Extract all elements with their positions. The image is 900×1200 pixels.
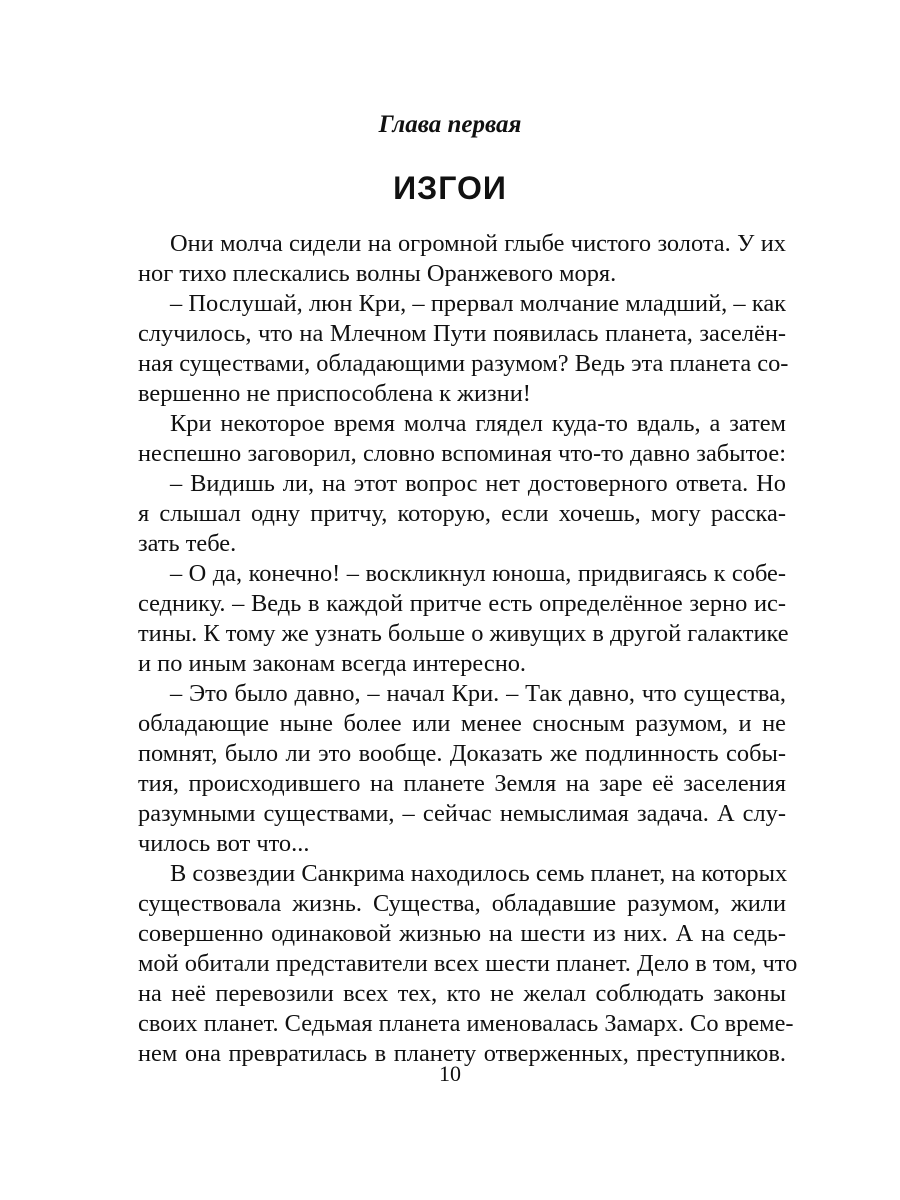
text-line: нем она превратилась в планету отверженных, преступников. [138, 1040, 786, 1067]
text-line: я слышал одну притчу, которую, если хочешь, могу расска- [138, 500, 786, 527]
chapter-label: Глава первая [378, 111, 522, 138]
text-line: неспешно заговорил, словно вспоминая что-то давно забытое: [138, 440, 786, 467]
text-line: чилось вот что... [138, 830, 310, 857]
text-line: Они молча сидели на огромной глыбе чистого золота. У их [170, 230, 786, 257]
text-line: седнику. – Ведь в каждой притче есть определённое зерно ис- [138, 590, 786, 617]
text-line: В созвездии Санкрима находилось семь планет, на которых [170, 860, 788, 887]
body-text [138, 229, 798, 1069]
text-line: – Это было давно, – начал Кри. – Так давно, что существа, [170, 680, 786, 707]
text-line: – Видишь ли, на этот вопрос нет достоверного ответа. Но [170, 470, 786, 497]
text-line: вершенно не приспособлена к жизни! [138, 380, 531, 407]
text-line: и по иным законам всегда интересно. [138, 650, 527, 677]
text-line: своих планет. Седьмая планета именовалась Замарх. Со време- [138, 1010, 794, 1037]
text-line: мой обитали представители всех шести планет. Дело в том, что [138, 950, 798, 977]
text-line: ног тихо плескались волны Оранжевого моря. [138, 260, 617, 287]
text-line: разумными существами, – сейчас немыслимая задача. А слу- [138, 800, 786, 827]
page-number: 10 [439, 1061, 461, 1086]
text-line: ная существами, обладающими разумом? Ведь эта планета со- [138, 350, 789, 377]
text-line: тины. К тому же узнать больше о живущих в другой галактике [138, 620, 789, 647]
text-line: тия, происходившего на планете Земля на заре её заселения [138, 770, 786, 797]
text-line: обладающие ныне более или менее сносным разумом, и не [138, 710, 786, 737]
text-line: существовала жизнь. Существа, обладавшие разумом, жили [138, 890, 786, 917]
text-line: – Послушай, люн Кри, – прервал молчание младший, – как [170, 290, 786, 317]
chapter-title: ИЗГОИ [393, 170, 507, 206]
text-line: зать тебе. [138, 530, 237, 557]
text-line: случилось, что на Млечном Пути появилась планета, заселён- [138, 320, 786, 347]
text-line: Кри некоторое время молча глядел куда-то вдаль, а затем [170, 410, 786, 437]
text-line: помнят, было ли это вообще. Доказать же подлинность собы- [138, 740, 786, 767]
text-line: совершенно одинаковой жизнью на шести из них. А на седь- [138, 920, 786, 947]
text-line: – О да, конечно! – воскликнул юноша, придвигаясь к собе- [170, 560, 786, 587]
text-line: на неё перевозили всех тех, кто не желал соблюдать законы [138, 980, 786, 1007]
